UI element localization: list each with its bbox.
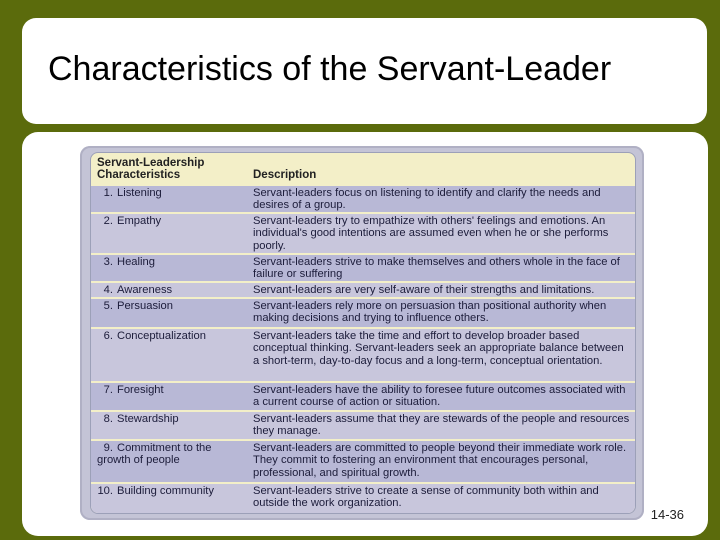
row-characteristic: 5. Persuasion [103,300,173,312]
table-row [91,441,635,482]
row-characteristic: 10. Building community [97,485,215,497]
row-characteristic: 9. Commitment to the growth of people [97,442,212,467]
slide-title: Characteristics of the Servant-Leader [48,50,612,88]
row-description: Servant-leaders strive to make themselves and others whole in the face of failure or suffering [253,256,620,281]
row-description: Servant-leaders rely more on persuasion than positional authority when making decisions and trying to influence others. [253,300,607,325]
characteristics-table [90,152,636,514]
row-characteristic: 2. Empathy [103,215,162,227]
row-characteristic: 8. Stewardship [103,413,179,425]
row-characteristic: 4. Awareness [103,284,173,296]
table-row [91,299,635,327]
row-description: Servant-leaders are very self-aware of their strengths and limitations. [253,284,595,296]
table-row [91,383,635,410]
title-card [22,18,707,124]
row-characteristic: 1. Listening [103,187,162,199]
row-description: Servant-leaders take the time and effort to develop broader based conceptual thinking. Servant-leaders seek an appropriate balance between a short-term, day-to-day focus and a long-term, conceptual orientation. [253,330,624,367]
row-description: Servant-leaders have the ability to foresee future outcomes associated with a current course of action or situation. [253,384,626,409]
row-description: Servant-leaders assume that they are stewards of the people and resources they manage. [253,413,630,438]
table-row [91,255,635,281]
row-description: Servant-leaders are committed to people beyond their immediate work role. They commit to fostering an environment that encourages personal, professional, and spiritual growth. [253,442,627,479]
row-characteristic: 6. Conceptualization [103,330,206,342]
slide-number: 14-36 [650,507,684,522]
header-characteristics: Servant-Leadership Characteristics [97,157,205,181]
table-row [91,329,635,381]
row-characteristic: 7. Foresight [103,384,164,396]
row-description: Servant-leaders try to empathize with others' feelings and emotions. An individual's good intentions are assumed even when he or she performs poorly. [253,215,609,252]
row-characteristic: 3. Healing [103,256,155,268]
row-description: Servant-leaders strive to create a sense of community both within and outside the work organization. [253,485,599,510]
table-row [91,412,635,439]
table-header [91,153,635,185]
table-row [91,484,635,514]
table-row [91,283,635,297]
row-description: Servant-leaders focus on listening to identify and clarify the needs and desires of a group. [253,187,601,212]
table-row [91,214,635,253]
header-description: Description [253,169,317,181]
table-row [91,186,635,212]
